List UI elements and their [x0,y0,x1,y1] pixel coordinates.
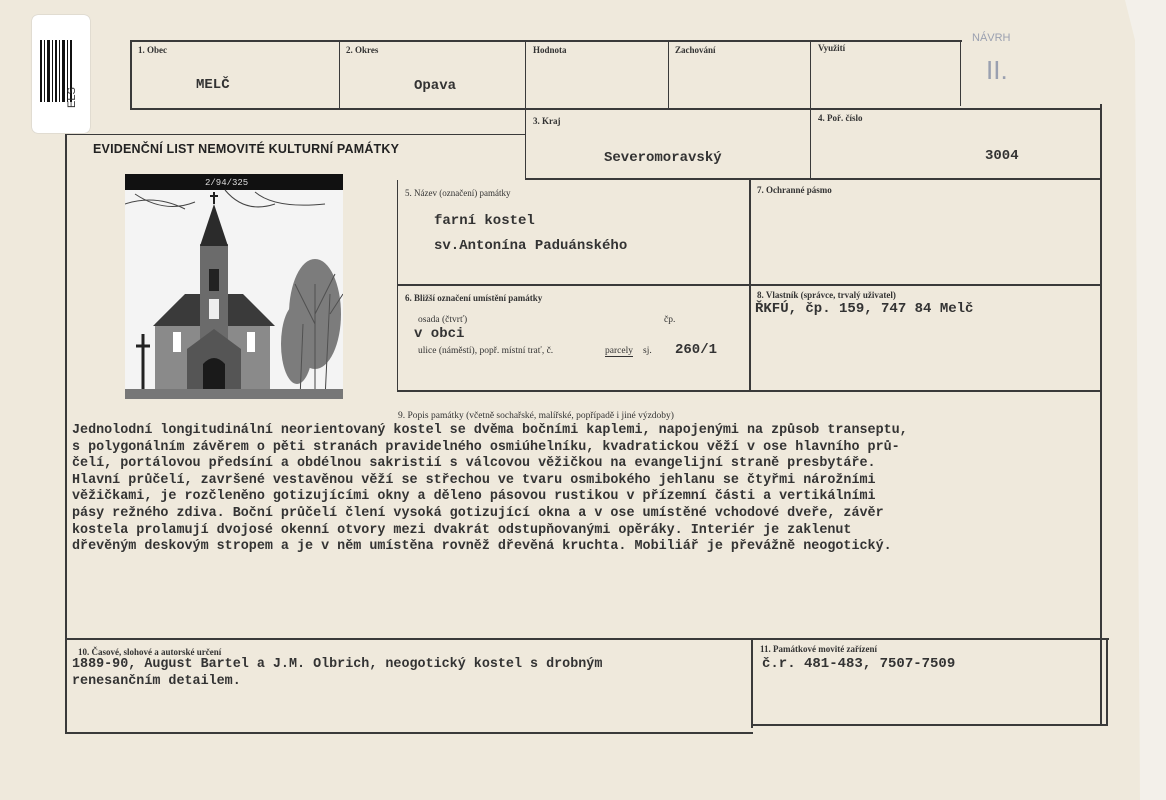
rule [67,732,753,734]
vyuziti-label: Využití [818,43,846,53]
rule [339,40,340,110]
rule [749,180,751,392]
rule [751,724,1108,726]
rule [525,178,1102,180]
photo-stamp: 2/94/325 [205,178,249,188]
popis-line: Jednolodní longitudinální neorientovaný kostel se dvěma bočními kaplemi, napojenými na způsob transeptu, [72,423,908,438]
vlastnik-label: 8. Vlastník (správce, trvalý uživatel) [757,290,896,300]
popis-text [72,423,1102,556]
rule [1106,638,1108,726]
rule [751,638,753,728]
popis-line: kostela prolamují dvojosé okenní otvory mezi dvakrát odstupňovanými opěráky. Interiér je zaklenut [72,522,852,538]
rule [130,108,1102,110]
nazev-line1: farní kostel [434,213,535,229]
urceni-line1: 1889-90, August Bartel a J.M. Olbrich, neogotický kostel s drobným [72,657,603,672]
rule [668,40,669,108]
popis-line: dřevěným deskovým stropem a je v něm umístěna rovněž dřevěná kruchta. Mobiliář je převážně neogotický. [72,539,892,555]
popis-line: čelí, portálovou předsíní a obdélnou sakristií s válcovou věžičkou na evangelijní straně presbytáře. [72,456,876,472]
urceni-label: 10. Časové, slohové a autorské určení [78,647,222,657]
rule [397,390,1102,392]
page-title: EVIDENČNÍ LIST NEMOVITÉ KULTURNÍ PAMÁTKY [93,142,400,156]
zachovani-label: Zachování [675,45,716,55]
nazev-label: 5. Název (označení) památky [405,188,511,198]
popis-line: pásy režného zdiva. Boční průčelí člení vysoká gotizující okna a v ose umístěné vchodové dveře, závěr [72,505,884,521]
hodnota-label: Hodnota [533,45,567,55]
obec-value: MELČ [196,77,230,93]
parcela-value: 260/1 [675,342,718,358]
vlastnik-value: ŘKFÚ, čp. 159, 747 84 Melč [755,301,974,317]
rule [397,284,1102,286]
sj-label: sj. [643,346,652,356]
pencil-note: NÁVRH [972,32,1011,44]
por-cislo-label: 4. Poř. číslo [818,113,863,123]
sticker-code: ELS [66,87,78,108]
okres-value: Opava [414,78,457,94]
cp-label: čp. [664,315,676,325]
rule [397,180,398,392]
rule [67,638,1109,640]
okres-label: 2. Okres [346,45,379,55]
rule [810,40,811,180]
parcely-label: parcely [605,346,633,356]
urceni-line2: renesančním detailem. [72,674,241,689]
rule [1100,104,1102,726]
kraj-value: Severomoravský [604,150,722,166]
popis-label: 9. Popis památky (včetně sochařské, malířské, popřípadě i jiné výzdoby) [398,411,674,421]
rule [130,40,962,42]
obec-label: 1. Obec [138,45,167,55]
rule [65,134,67,734]
ochranne-pasmo-label: 7. Ochranné pásmo [757,185,832,195]
popis-line: s polygonálním závěrem o pěti stranách pravidelného osmiúhelníku, kvadratickou věží v ose hlavního prů- [72,439,900,455]
kraj-label: 3. Kraj [533,116,561,126]
rule [525,40,526,180]
nazev-line2: sv.Antonína Paduánského [434,238,628,254]
church-photo [125,174,343,399]
ulice-label: ulice (náměstí), popř. místní trať, č. [418,346,554,356]
rule [960,40,961,106]
rule [130,40,132,110]
pencil-mark: II. [986,55,1008,85]
por-cislo-value: 3004 [985,148,1019,164]
popis-line: Hlavní průčelí, završené vestavěnou věží se střechou ve tvaru osmibokého jehlanu se čtyřmi nárožními [72,472,876,488]
osada-value: v obci [414,326,465,342]
movite-value: č.r. 481-483, 7507-7509 [762,656,956,672]
umisteni-label: 6. Bližší označení umístění památky [405,293,543,303]
osada-label: osada (čtvrť) [418,315,468,325]
rule [65,134,526,135]
popis-line: věžičkami, je rozčleněno gotizujícími okny a děleno pásovou rustikou v přízemní části a vertikálními [72,489,876,505]
movite-label: 11. Památkové movité zařízení [760,644,877,654]
